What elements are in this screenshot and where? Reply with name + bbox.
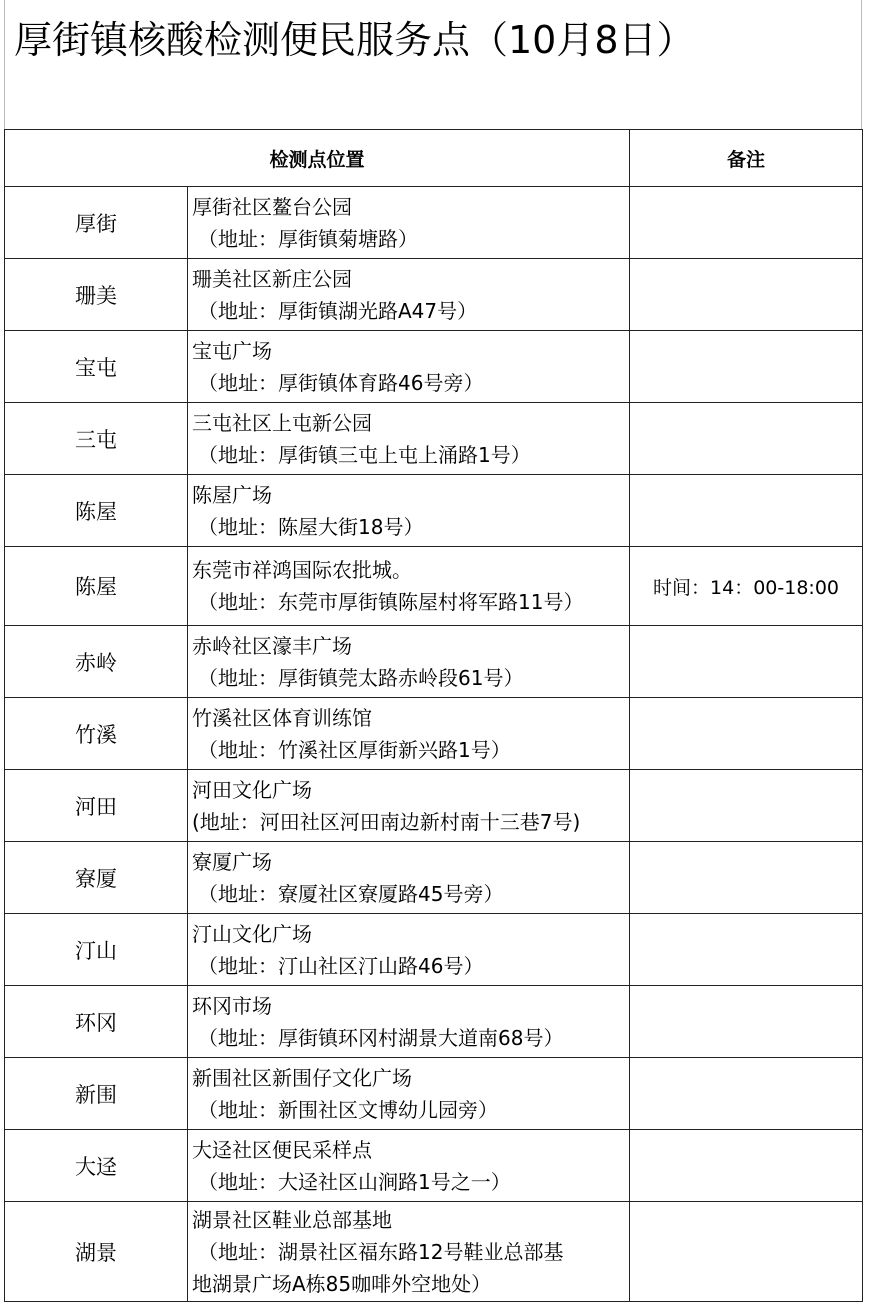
- location-cell: [188, 259, 630, 331]
- location-cell: [188, 986, 630, 1058]
- place-address: （地址：厚街镇莞太路赤岭段61号）: [198, 665, 524, 690]
- table-row: [5, 475, 863, 547]
- note-cell: [630, 1202, 863, 1302]
- table-row: [5, 259, 863, 331]
- location-cell: [188, 770, 630, 842]
- table-row: [5, 986, 863, 1058]
- town-cell: 陈屋: [5, 547, 188, 626]
- place-address: （地址：大迳社区山涧路1号之一）: [198, 1169, 511, 1194]
- town-cell: 环冈: [5, 986, 188, 1058]
- grid-line: [861, 0, 862, 130]
- location-cell: [188, 547, 630, 626]
- location-cell: [188, 1130, 630, 1202]
- place-address: （地址：厚街镇环冈村湖景大道南68号）: [198, 1025, 564, 1050]
- location-cell: [188, 914, 630, 986]
- place-name: 汀山文化广场: [192, 921, 312, 946]
- place-address: （地址：厚街镇菊塘路）: [198, 226, 418, 251]
- place-name: 赤岭社区濠丰广场: [192, 633, 352, 658]
- town-cell: 河田: [5, 770, 188, 842]
- place-name: 厚街社区鳌台公园: [192, 194, 352, 219]
- note-cell: [630, 403, 863, 475]
- place-name: 宝屯广场: [192, 338, 272, 363]
- location-cell: [188, 842, 630, 914]
- town-cell: 三屯: [5, 403, 188, 475]
- town-cell: 珊美: [5, 259, 188, 331]
- note-cell: [630, 331, 863, 403]
- town-cell: 陈屋: [5, 475, 188, 547]
- note-cell: 时间：14：00-18:00: [630, 547, 863, 626]
- note-cell: [630, 986, 863, 1058]
- note-cell: [630, 626, 863, 698]
- place-address: （地址：汀山社区汀山路46号）: [198, 953, 484, 978]
- place-name: 环冈市场: [192, 993, 272, 1018]
- note-cell: [630, 914, 863, 986]
- place-address: （地址：竹溪社区厚街新兴路1号）: [198, 737, 511, 762]
- location-cell: [188, 1202, 630, 1302]
- location-cell: [188, 626, 630, 698]
- town-cell: 湖景: [5, 1202, 188, 1302]
- place-name: 东莞市祥鸿国际农批城。: [192, 558, 412, 582]
- place-name: 湖景社区鞋业总部基地: [192, 1207, 392, 1232]
- location-cell: [188, 187, 630, 259]
- note-cell: [630, 842, 863, 914]
- place-name: 陈屋广场: [192, 482, 272, 507]
- table-header-row: [5, 130, 863, 187]
- town-cell: 寮厦: [5, 842, 188, 914]
- table-row: [5, 626, 863, 698]
- place-name: 新围社区新围仔文化广场: [192, 1065, 412, 1090]
- place-address: （地址：新围社区文博幼儿园旁）: [198, 1097, 498, 1122]
- town-cell: 赤岭: [5, 626, 188, 698]
- place-name: 珊美社区新庄公园: [192, 266, 352, 291]
- note-cell: [630, 187, 863, 259]
- place-name: 河田文化广场: [192, 777, 312, 802]
- table-row: [5, 1130, 863, 1202]
- town-cell: 厚街: [5, 187, 188, 259]
- table-row: [5, 914, 863, 986]
- town-cell: 新围: [5, 1058, 188, 1130]
- place-name: 寮厦广场: [192, 849, 272, 874]
- table-row: [5, 187, 863, 259]
- note-cell: [630, 1130, 863, 1202]
- location-cell: [188, 1058, 630, 1130]
- place-address: （地址：厚街镇湖光路A47号）: [198, 298, 478, 323]
- testing-points-table: [4, 129, 863, 1302]
- table-row: [5, 331, 863, 403]
- table-row: [5, 698, 863, 770]
- place-address: （地址：湖景社区福东路12号鞋业总部基: [198, 1239, 564, 1264]
- place-address: （地址：厚街镇体育路46号旁）: [198, 370, 484, 395]
- table-row: [5, 842, 863, 914]
- header-note: 备注: [630, 130, 863, 187]
- table-row: [5, 547, 863, 626]
- place-address: （地址：东莞市厚街镇陈屋村将军路11号）: [198, 590, 584, 614]
- location-cell: [188, 698, 630, 770]
- note-cell: [630, 1058, 863, 1130]
- note-cell: [630, 259, 863, 331]
- note-cell: [630, 698, 863, 770]
- page-title: 厚街镇核酸检测便民服务点（10月8日）: [14, 18, 695, 62]
- place-name: 大迳社区便民采样点: [192, 1137, 372, 1162]
- note-cell: [630, 770, 863, 842]
- note-cell: [630, 475, 863, 547]
- header-location: 检测点位置: [5, 130, 630, 187]
- town-cell: 大迳: [5, 1130, 188, 1202]
- location-cell: [188, 403, 630, 475]
- table-row: [5, 770, 863, 842]
- table-row: [5, 1058, 863, 1130]
- place-address: (地址：河田社区河田南边新村南十三巷7号): [192, 809, 581, 834]
- town-cell: 竹溪: [5, 698, 188, 770]
- location-cell: [188, 331, 630, 403]
- table-row: [5, 1202, 863, 1302]
- table-row: [5, 403, 863, 475]
- town-cell: 汀山: [5, 914, 188, 986]
- location-cell: [188, 475, 630, 547]
- place-name: 三屯社区上屯新公园: [192, 410, 372, 435]
- place-address-continued: 地湖景广场A栋85咖啡外空地处）: [192, 1271, 492, 1296]
- town-cell: 宝屯: [5, 331, 188, 403]
- place-address: （地址：寮厦社区寮厦路45号旁）: [198, 881, 504, 906]
- grid-line: [4, 0, 5, 130]
- place-address: （地址：厚街镇三屯上屯上涌路1号）: [198, 442, 531, 467]
- place-address: （地址：陈屋大街18号）: [198, 514, 424, 539]
- place-name: 竹溪社区体育训练馆: [192, 705, 372, 730]
